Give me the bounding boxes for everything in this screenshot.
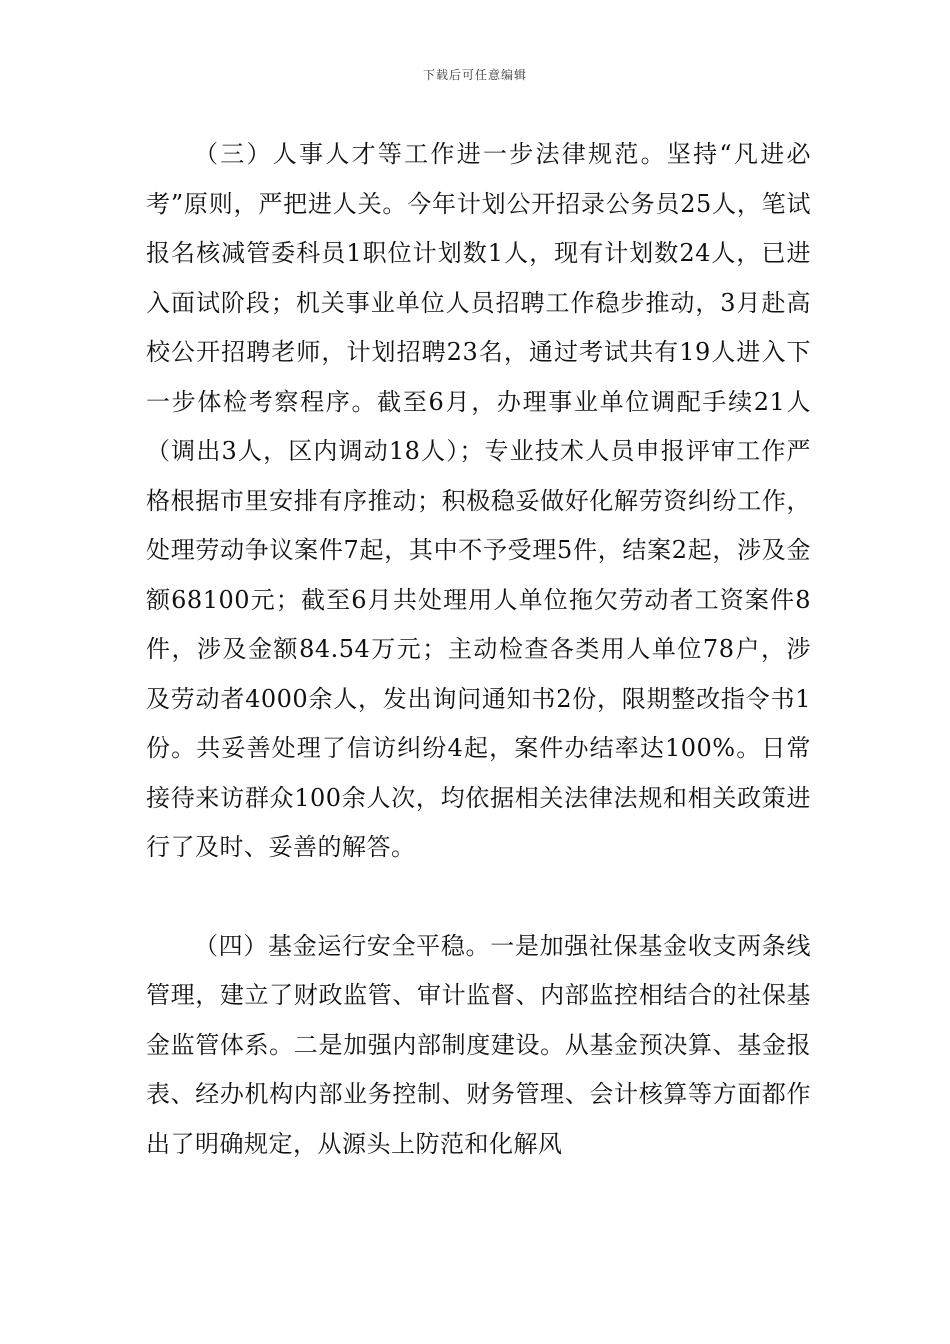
paragraph-personnel-work: （三）人事人才等工作进一步法律规范。坚持“凡进必考”原则，严把进人关。今年计划公开招录公务员25人，笔试报名核减管委科员1职位计划数1人，现有计划数24人，已进入面试阶段；机关事业单位人员招聘工作稳步推动，3月赴高校公开招聘老师，计划招聘23名，通过考试共有19人进入下一步体检考察程序。截至6月，办理事业单位调配手续21人（调出3人，区内调动18人）；专业技术人员申报评审工作严格根据市里安排有序推动；积极稳妥做好化解劳资纠纷工作，处理劳动争议案件7起，其中不予受理5件，结案2起，涉及金额68100元；截至6月共处理用人单位拖欠劳动者工资案件8件，涉及金额84.54万元；主动检查各类用人单位78户，涉及劳动者4000余人，发出询问通知书2份，限期整改指令书1份。共妥善处理了信访纠纷4起，案件办结率达100%。日常接待来访群众100余人次，均依据相关法律法规和相关政策进行了及时、妥善的解答。 [146, 140, 811, 861]
document-body [146, 130, 811, 1169]
paragraph-fund-operation: （四）基金运行安全平稳。一是加强社保基金收支两条线管理，建立了财政监管、审计监督、内部监控相结合的社保基金监管体系。二是加强内部制度建设。从基金预决算、基金报表、经办机构内部业务控制、财务管理、会计核算等方面都作出了明确规定，从源头上防范和化解风 [146, 931, 811, 1158]
page-header-note: 下载后可任意编辑 [422, 68, 527, 82]
